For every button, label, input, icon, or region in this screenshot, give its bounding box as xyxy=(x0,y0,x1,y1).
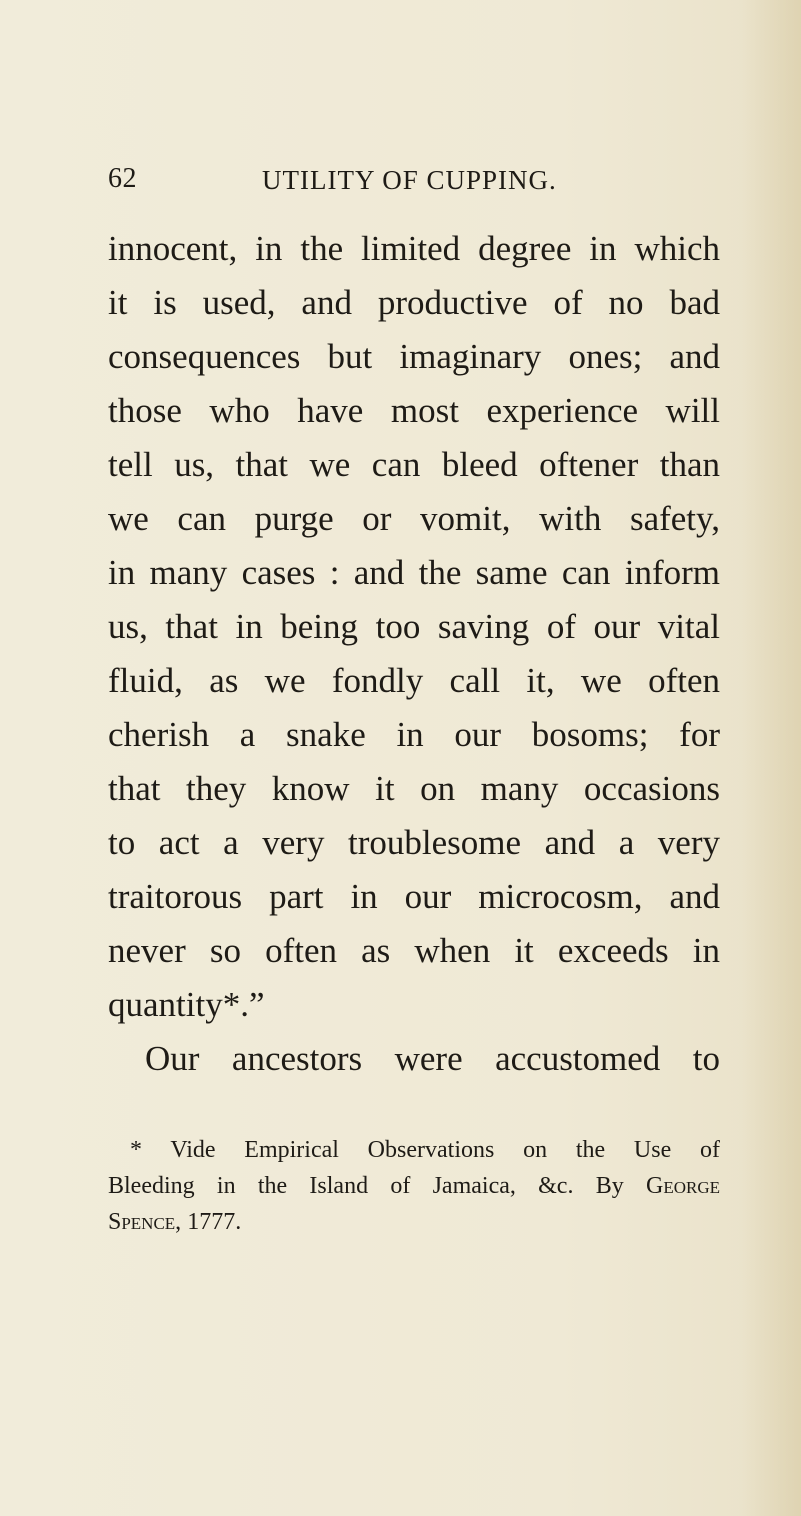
text-line: quantity*.” xyxy=(108,985,265,1024)
text-line: we can purge or vomit, with safety, xyxy=(108,499,720,538)
text-line: never so often as when it exceeds in xyxy=(108,931,720,970)
text-line: it is used, and productive of no bad xyxy=(108,283,720,322)
text-line: tell us, that we can bleed oftener than xyxy=(108,445,720,484)
text-line: Our ancestors were accustomed to xyxy=(145,1039,720,1078)
page-number: 62 xyxy=(108,163,137,194)
footnote-line: * Vide Empirical Observations on the Use of xyxy=(130,1137,720,1163)
publication-year: 1777. xyxy=(181,1209,242,1235)
text-line: fluid, as we fondly call it, we often xyxy=(108,661,720,700)
text-line: those who have most experience will xyxy=(108,391,720,430)
text-line: to act a very troublesome and a very xyxy=(108,823,720,862)
text-line: traitorous part in our microcosm, and xyxy=(108,877,720,916)
text-line: in many cases : and the same can inform xyxy=(108,553,720,592)
footnote-line xyxy=(108,1204,720,1240)
footnote xyxy=(108,1132,720,1240)
running-head xyxy=(0,163,801,203)
body-text xyxy=(108,222,720,1086)
footnote-line xyxy=(108,1168,720,1204)
page-edge-shading xyxy=(741,0,801,1516)
text-line: us, that in being too saving of our vital xyxy=(108,607,720,646)
footnote-text: Bleeding in the Island of Jamaica, &c. By xyxy=(108,1173,646,1199)
text-line: consequences but imaginary ones; and xyxy=(108,337,720,376)
author-surname: Spence, xyxy=(108,1209,182,1235)
text-line: that they know it on many occasions xyxy=(108,769,720,808)
running-title: UTILITY OF CUPPING. xyxy=(262,165,557,195)
text-line: cherish a snake in our bosoms; for xyxy=(108,715,720,754)
author-first-name: George xyxy=(646,1173,720,1199)
text-line: innocent, in the limited degree in which xyxy=(108,229,720,268)
